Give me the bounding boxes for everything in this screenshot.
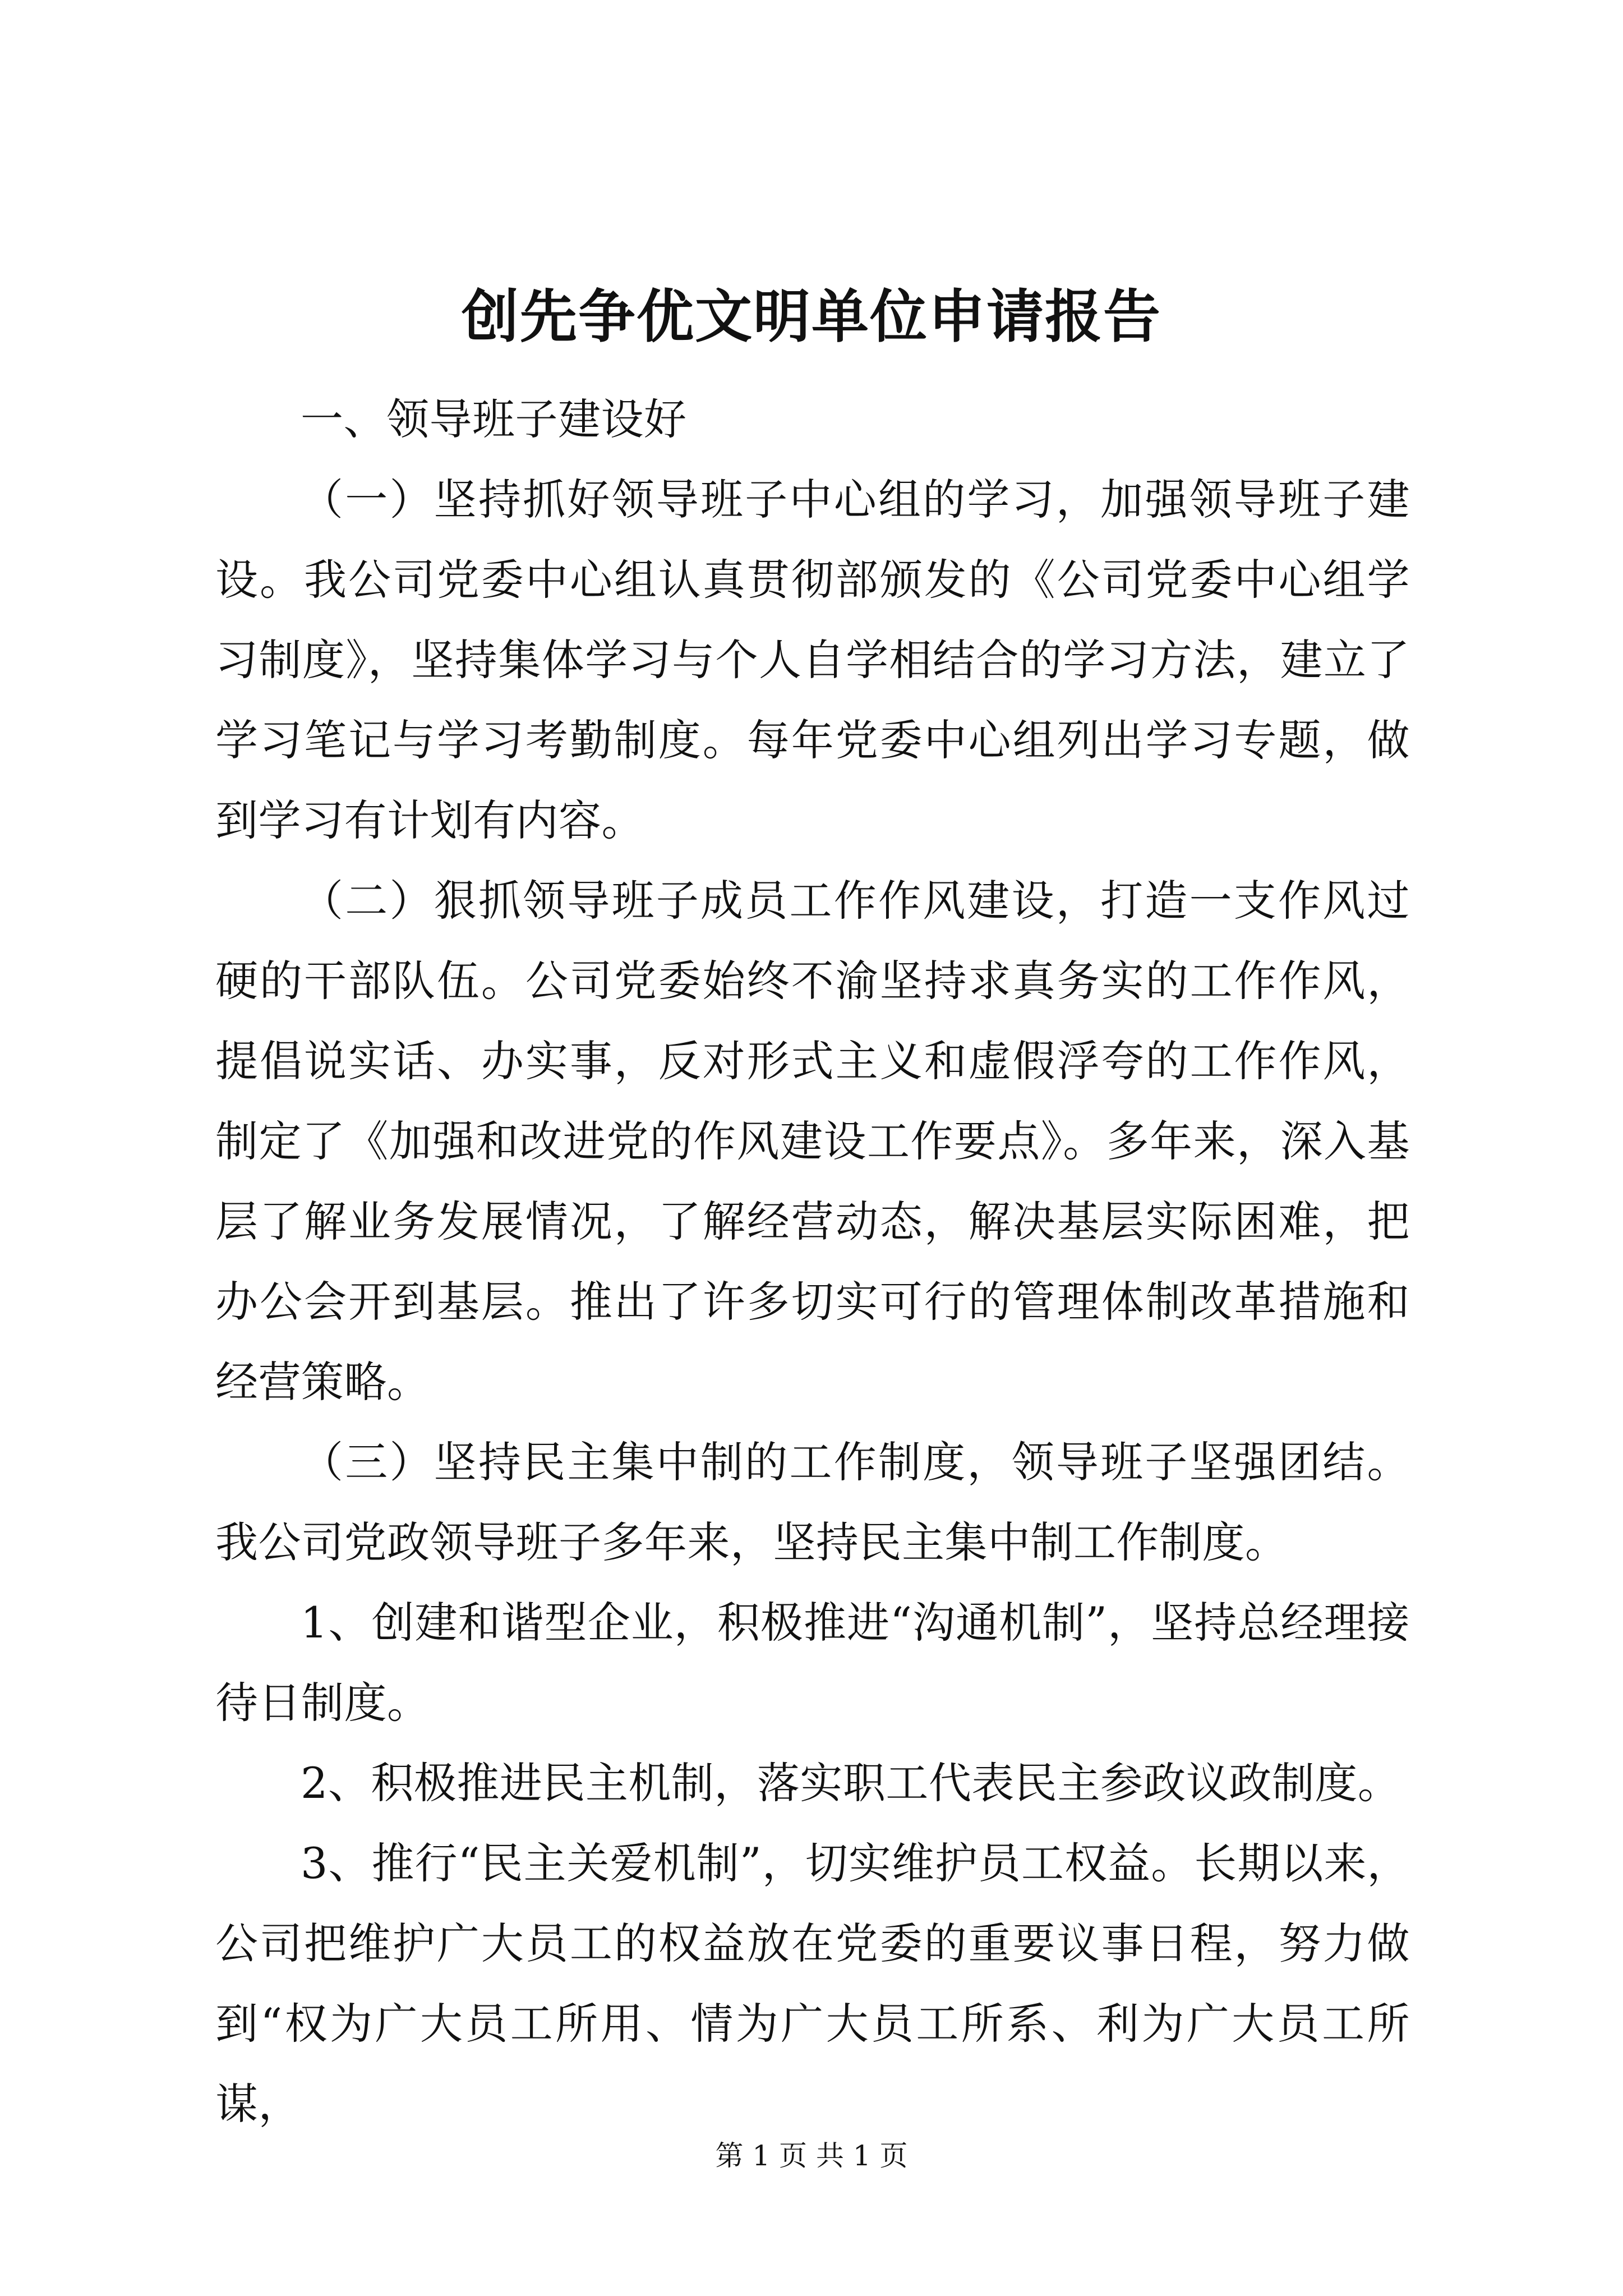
list-item-harmonious-enterprise: 1、创建和谐型企业，积极推进“沟通机制”，坚持总经理接待日制度。 xyxy=(215,1598,1410,1728)
document-title: 创先争优文明单位申请报告 xyxy=(462,283,1161,351)
paragraph-work-style: （二）狠抓领导班子成员工作作风建设，打造一支作风过硬的干部队伍。公司党委始终不渝坚持求真务实的工作作风，提倡说实话、办实事，反对形式主义和虚假浮夸的工作作风，制定了《加强和改进党的作风建设工作要点》。多年来，深入基层了解业务发展情况，了解经营动态，解决基层实际困难，把办公会开到基层。推出了许多切实可行的管理体制改革措施和经营策略。 xyxy=(215,876,1410,1407)
paragraph-study: （一）坚持抓好领导班子中心组的学习，加强领导班子建设。我公司党委中心组认真贯彻部颁发的《公司党委中心组学习制度》，坚持集体学习与个人自学相结合的学习方法，建立了学习笔记与学习考勤制度。每年党委中心组列出学习专题，做到学习有计划有内容。 xyxy=(215,475,1410,845)
page-number-footer: 第 1 页 共 1 页 xyxy=(715,2139,908,2172)
list-item-democratic-mechanism: 2、积极推进民主机制，落实职工代表民主参政议政制度。 xyxy=(301,1758,1401,1808)
list-item-care-mechanism: 3、推行“民主关爱机制”，切实维护员工权益。长期以来，公司把维护广大员工的权益放在党委的重要议事日程，努力做到“权为广大员工所用、情为广大员工所系、利为广大员工所谋， xyxy=(215,1838,1410,2129)
section-heading-leadership: 一、领导班子建设好 xyxy=(301,394,687,444)
document-body xyxy=(215,379,1410,2144)
paragraph-democratic-centralism: （三）坚持民主集中制的工作制度，领导班子坚强团结。我公司党政领导班子多年来，坚持民主集中制工作制度。 xyxy=(215,1437,1410,1567)
